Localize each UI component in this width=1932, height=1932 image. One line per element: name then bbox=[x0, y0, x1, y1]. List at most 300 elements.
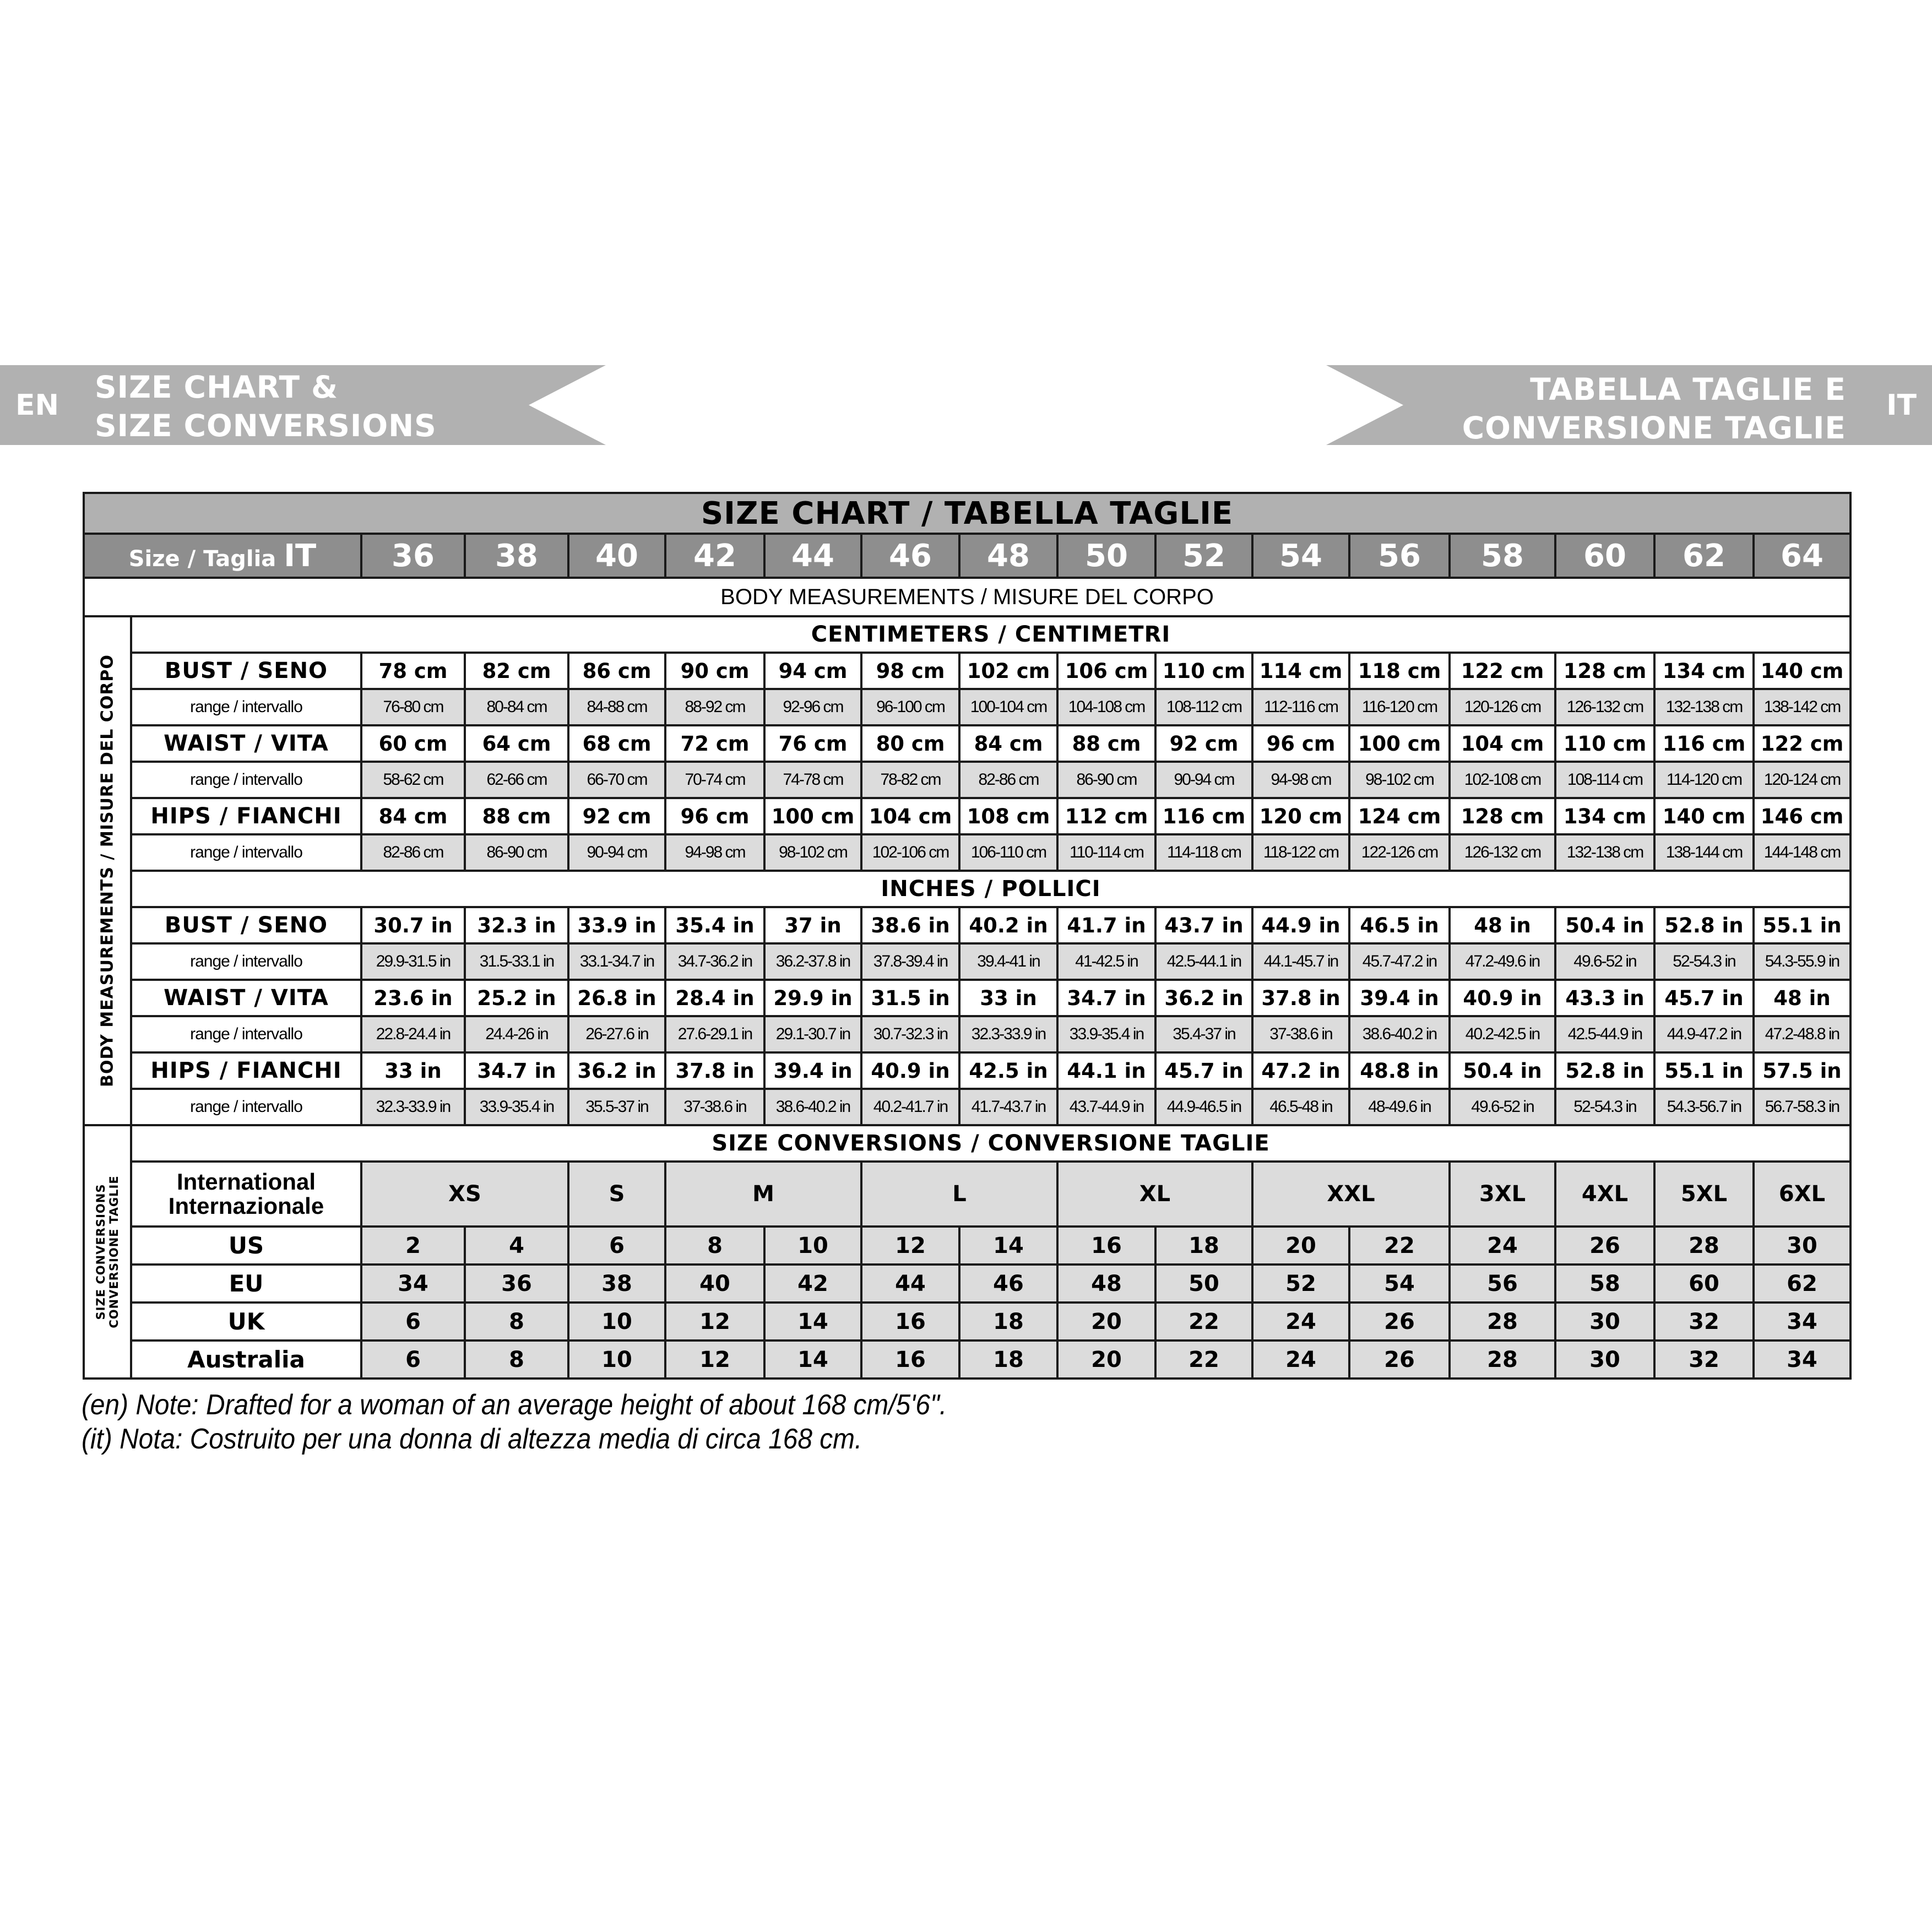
note-en: (en) Note: Drafted for a woman of an average height of about 168 cm/5'6". bbox=[82, 1389, 947, 1421]
conversion-value: 26 bbox=[1349, 1341, 1450, 1379]
range-value: 132-138 cm bbox=[1555, 834, 1654, 871]
conversion-value: 8 bbox=[665, 1227, 764, 1265]
measurement-value: 76 cm bbox=[764, 725, 861, 762]
size-header-cell: 56 bbox=[1349, 534, 1450, 578]
conversion-value: 56 bbox=[1450, 1265, 1555, 1303]
conversion-value: 4 bbox=[465, 1227, 568, 1265]
measurement-value: 25.2 in bbox=[465, 980, 568, 1016]
range-value: 32.3-33.9 in bbox=[361, 1089, 465, 1125]
measurement-value: 32.3 in bbox=[465, 907, 568, 943]
measurement-value: 92 cm bbox=[568, 798, 665, 834]
measurement-value: 122 cm bbox=[1754, 725, 1850, 762]
conversion-value: 18 bbox=[1155, 1227, 1252, 1265]
range-value: 48-49.6 in bbox=[1349, 1089, 1450, 1125]
measurement-label: HIPS / FIANCHI bbox=[131, 1052, 361, 1089]
range-value: 82-86 cm bbox=[361, 834, 465, 871]
measurement-value: 94 cm bbox=[764, 653, 861, 689]
range-value: 35.4-37 in bbox=[1155, 1016, 1252, 1052]
measurement-value: 106 cm bbox=[1057, 653, 1155, 689]
range-value: 54.3-55.9 in bbox=[1754, 943, 1850, 980]
measurement-value: 88 cm bbox=[465, 798, 568, 834]
size-chart-table bbox=[83, 492, 1852, 1380]
conversion-value: 30 bbox=[1555, 1341, 1654, 1379]
measurement-value: 140 cm bbox=[1754, 653, 1850, 689]
conversion-value: 60 bbox=[1654, 1265, 1754, 1303]
measurement-value: 122 cm bbox=[1450, 653, 1555, 689]
range-value: 78-82 cm bbox=[861, 762, 959, 798]
conversion-value: 20 bbox=[1057, 1303, 1155, 1341]
conversion-value: 38 bbox=[568, 1265, 665, 1303]
measurement-value: 23.6 in bbox=[361, 980, 465, 1016]
measurement-value: 68 cm bbox=[568, 725, 665, 762]
range-value: 24.4-26 in bbox=[465, 1016, 568, 1052]
conversion-value: 10 bbox=[568, 1303, 665, 1341]
range-value: 34.7-36.2 in bbox=[665, 943, 764, 980]
range-value: 90-94 cm bbox=[1155, 762, 1252, 798]
size-header-cell: 50 bbox=[1057, 534, 1155, 578]
conversion-value: 8 bbox=[465, 1303, 568, 1341]
conv-side-label-text bbox=[94, 1175, 121, 1328]
measurement-row bbox=[84, 907, 1850, 943]
body-side-label-text: BODY MEASUREMENTS / MISURE DEL CORPO bbox=[97, 654, 117, 1087]
measurement-value: 37 in bbox=[764, 907, 861, 943]
body-side-label bbox=[84, 616, 131, 1125]
range-value: 37-38.6 in bbox=[665, 1089, 764, 1125]
conversion-value: 16 bbox=[1057, 1227, 1155, 1265]
range-value: 47.2-49.6 in bbox=[1450, 943, 1555, 980]
measurement-value: 108 cm bbox=[959, 798, 1057, 834]
measurement-value: 140 cm bbox=[1654, 798, 1754, 834]
measurement-value: 100 cm bbox=[764, 798, 861, 834]
range-row bbox=[84, 1016, 1850, 1052]
measurement-value: 102 cm bbox=[959, 653, 1057, 689]
range-value: 114-118 cm bbox=[1155, 834, 1252, 871]
range-value: 66-70 cm bbox=[568, 762, 665, 798]
measurement-value: 116 cm bbox=[1654, 725, 1754, 762]
size-header-cell: 36 bbox=[361, 534, 465, 578]
range-value: 44.1-45.7 in bbox=[1252, 943, 1349, 980]
conversion-value: 34 bbox=[361, 1265, 465, 1303]
measurement-value: 31.5 in bbox=[861, 980, 959, 1016]
range-value: 58-62 cm bbox=[361, 762, 465, 798]
measurement-value: 96 cm bbox=[665, 798, 764, 834]
size-label bbox=[84, 534, 361, 578]
international-size: M bbox=[665, 1162, 861, 1227]
measurement-value: 40.9 in bbox=[1450, 980, 1555, 1016]
range-value: 42.5-44.1 in bbox=[1155, 943, 1252, 980]
measurement-label: HIPS / FIANCHI bbox=[131, 798, 361, 834]
range-value: 44.9-47.2 in bbox=[1654, 1016, 1754, 1052]
measurement-value: 88 cm bbox=[1057, 725, 1155, 762]
range-value: 29.1-30.7 in bbox=[764, 1016, 861, 1052]
conv-side-label bbox=[84, 1125, 131, 1379]
measurement-value: 43.7 in bbox=[1155, 907, 1252, 943]
conversion-value: 10 bbox=[568, 1341, 665, 1379]
measurement-value: 36.2 in bbox=[1155, 980, 1252, 1016]
banner-en-title bbox=[95, 368, 437, 445]
range-value: 98-102 cm bbox=[1349, 762, 1450, 798]
conv-side-line1: SIZE CONVERSIONS bbox=[94, 1184, 107, 1320]
conversion-value: 32 bbox=[1654, 1303, 1754, 1341]
conversion-value: 42 bbox=[764, 1265, 861, 1303]
measurement-value: 43.3 in bbox=[1555, 980, 1654, 1016]
conversion-label: EU bbox=[131, 1265, 361, 1303]
conversion-value: 24 bbox=[1450, 1227, 1555, 1265]
range-value: 36.2-37.8 in bbox=[764, 943, 861, 980]
range-value: 49.6-52 in bbox=[1450, 1089, 1555, 1125]
range-value: 76-80 cm bbox=[361, 689, 465, 725]
conv-side-line2: CONVERSIONE TAGLIE bbox=[107, 1175, 121, 1328]
conversion-value: 28 bbox=[1450, 1341, 1555, 1379]
conversion-value: 18 bbox=[959, 1303, 1057, 1341]
international-size: XL bbox=[1057, 1162, 1252, 1227]
conversion-value: 12 bbox=[665, 1303, 764, 1341]
conversion-value: 46 bbox=[959, 1265, 1057, 1303]
measurement-value: 36.2 in bbox=[568, 1052, 665, 1089]
measurement-value: 98 cm bbox=[861, 653, 959, 689]
conversion-row bbox=[84, 1303, 1850, 1341]
range-value: 33.1-34.7 in bbox=[568, 943, 665, 980]
lang-tag-en: EN bbox=[15, 389, 59, 422]
international-size: L bbox=[861, 1162, 1057, 1227]
range-value: 80-84 cm bbox=[465, 689, 568, 725]
measurement-value: 96 cm bbox=[1252, 725, 1349, 762]
size-header-cell: 62 bbox=[1654, 534, 1754, 578]
international-label-line1: International bbox=[176, 1169, 316, 1195]
measurement-value: 78 cm bbox=[361, 653, 465, 689]
note-it: (it) Nota: Costruito per una donna di altezza media di circa 168 cm. bbox=[82, 1423, 862, 1455]
range-value: 90-94 cm bbox=[568, 834, 665, 871]
conversion-value: 34 bbox=[1754, 1303, 1850, 1341]
size-header-cell: 46 bbox=[861, 534, 959, 578]
measurement-value: 128 cm bbox=[1555, 653, 1654, 689]
range-label: range / intervallo bbox=[131, 689, 361, 725]
cm-subheader: CENTIMETERS / CENTIMETRI bbox=[131, 616, 1850, 653]
measurement-value: 134 cm bbox=[1654, 653, 1754, 689]
in-subheader-row bbox=[84, 871, 1850, 907]
range-row bbox=[84, 943, 1850, 980]
measurement-value: 55.1 in bbox=[1654, 1052, 1754, 1089]
measurement-value: 84 cm bbox=[361, 798, 465, 834]
size-header-cell: 38 bbox=[465, 534, 568, 578]
range-value: 94-98 cm bbox=[665, 834, 764, 871]
range-value: 41-42.5 in bbox=[1057, 943, 1155, 980]
range-label: range / intervallo bbox=[131, 762, 361, 798]
measurement-value: 26.8 in bbox=[568, 980, 665, 1016]
measurement-value: 84 cm bbox=[959, 725, 1057, 762]
range-value: 138-144 cm bbox=[1654, 834, 1754, 871]
conversion-value: 36 bbox=[465, 1265, 568, 1303]
size-header-cell: 44 bbox=[764, 534, 861, 578]
range-label: range / intervallo bbox=[131, 1089, 361, 1125]
conversion-value: 30 bbox=[1754, 1227, 1850, 1265]
conversion-value: 18 bbox=[959, 1341, 1057, 1379]
range-value: 110-114 cm bbox=[1057, 834, 1155, 871]
range-value: 70-74 cm bbox=[665, 762, 764, 798]
range-value: 98-102 cm bbox=[764, 834, 861, 871]
measurement-value: 82 cm bbox=[465, 653, 568, 689]
range-value: 138-142 cm bbox=[1754, 689, 1850, 725]
measurement-value: 33 in bbox=[959, 980, 1057, 1016]
measurement-row bbox=[84, 798, 1850, 834]
range-value: 144-148 cm bbox=[1754, 834, 1850, 871]
conversion-value: 58 bbox=[1555, 1265, 1654, 1303]
measurement-value: 44.1 in bbox=[1057, 1052, 1155, 1089]
conversion-value: 32 bbox=[1654, 1341, 1754, 1379]
conversion-row bbox=[84, 1265, 1850, 1303]
range-value: 102-106 cm bbox=[861, 834, 959, 871]
banner-it-line1: TABELLA TAGLIE E bbox=[1530, 372, 1846, 407]
measurement-value: 45.7 in bbox=[1155, 1052, 1252, 1089]
cm-subheader-row bbox=[84, 616, 1850, 653]
range-value: 40.2-41.7 in bbox=[861, 1089, 959, 1125]
measurement-label: WAIST / VITA bbox=[131, 725, 361, 762]
range-value: 35.5-37 in bbox=[568, 1089, 665, 1125]
range-value: 86-90 cm bbox=[1057, 762, 1155, 798]
banner-en-line2: SIZE CONVERSIONS bbox=[95, 408, 437, 443]
conversion-row bbox=[84, 1227, 1850, 1265]
measurement-value: 47.2 in bbox=[1252, 1052, 1349, 1089]
conversion-label: Australia bbox=[131, 1341, 361, 1379]
measurement-value: 35.4 in bbox=[665, 907, 764, 943]
measurement-value: 45.7 in bbox=[1654, 980, 1754, 1016]
conversion-value: 10 bbox=[764, 1227, 861, 1265]
range-row bbox=[84, 762, 1850, 798]
conversion-value: 26 bbox=[1349, 1303, 1450, 1341]
measurement-label: BUST / SENO bbox=[131, 653, 361, 689]
measurement-value: 112 cm bbox=[1057, 798, 1155, 834]
range-value: 44.9-46.5 in bbox=[1155, 1089, 1252, 1125]
measurement-value: 40.9 in bbox=[861, 1052, 959, 1089]
measurement-value: 33.9 in bbox=[568, 907, 665, 943]
range-value: 30.7-32.3 in bbox=[861, 1016, 959, 1052]
range-value: 62-66 cm bbox=[465, 762, 568, 798]
measurement-value: 33 in bbox=[361, 1052, 465, 1089]
range-value: 122-126 cm bbox=[1349, 834, 1450, 871]
range-value: 82-86 cm bbox=[959, 762, 1057, 798]
conversion-row bbox=[84, 1341, 1850, 1379]
range-value: 32.3-33.9 in bbox=[959, 1016, 1057, 1052]
measurement-value: 28.4 in bbox=[665, 980, 764, 1016]
range-value: 37-38.6 in bbox=[1252, 1016, 1349, 1052]
range-value: 38.6-40.2 in bbox=[764, 1089, 861, 1125]
conv-subheader: SIZE CONVERSIONS / CONVERSIONE TAGLIE bbox=[131, 1125, 1850, 1162]
range-value: 92-96 cm bbox=[764, 689, 861, 725]
range-value: 86-90 cm bbox=[465, 834, 568, 871]
range-value: 126-132 cm bbox=[1450, 834, 1555, 871]
range-value: 29.9-31.5 in bbox=[361, 943, 465, 980]
range-label: range / intervallo bbox=[131, 1016, 361, 1052]
measurement-value: 92 cm bbox=[1155, 725, 1252, 762]
measurement-value: 104 cm bbox=[861, 798, 959, 834]
measurement-value: 120 cm bbox=[1252, 798, 1349, 834]
measurement-value: 80 cm bbox=[861, 725, 959, 762]
conversion-value: 28 bbox=[1450, 1303, 1555, 1341]
body-measurements-band bbox=[84, 578, 1850, 616]
conversion-value: 22 bbox=[1155, 1341, 1252, 1379]
measurement-value: 118 cm bbox=[1349, 653, 1450, 689]
measurement-row bbox=[84, 653, 1850, 689]
range-value: 126-132 cm bbox=[1555, 689, 1654, 725]
size-header-cell: 40 bbox=[568, 534, 665, 578]
conversion-value: 24 bbox=[1252, 1341, 1349, 1379]
measurement-value: 30.7 in bbox=[361, 907, 465, 943]
measurement-value: 52.8 in bbox=[1654, 907, 1754, 943]
range-value: 102-108 cm bbox=[1450, 762, 1555, 798]
conversion-value: 26 bbox=[1555, 1227, 1654, 1265]
conversion-value: 62 bbox=[1754, 1265, 1850, 1303]
measurement-value: 34.7 in bbox=[465, 1052, 568, 1089]
conversion-value: 28 bbox=[1654, 1227, 1754, 1265]
range-row bbox=[84, 834, 1850, 871]
measurement-label: WAIST / VITA bbox=[131, 980, 361, 1016]
measurement-value: 46.5 in bbox=[1349, 907, 1450, 943]
table-title: SIZE CHART / TABELLA TAGLIE bbox=[84, 493, 1850, 534]
measurement-value: 90 cm bbox=[665, 653, 764, 689]
measurement-value: 42.5 in bbox=[959, 1052, 1057, 1089]
international-size: XS bbox=[361, 1162, 568, 1227]
range-value: 38.6-40.2 in bbox=[1349, 1016, 1450, 1052]
measurement-value: 114 cm bbox=[1252, 653, 1349, 689]
measurement-value: 50.4 in bbox=[1450, 1052, 1555, 1089]
measurement-value: 134 cm bbox=[1555, 798, 1654, 834]
measurement-value: 41.7 in bbox=[1057, 907, 1155, 943]
range-value: 120-124 cm bbox=[1754, 762, 1850, 798]
range-value: 33.9-35.4 in bbox=[465, 1089, 568, 1125]
international-label bbox=[131, 1162, 361, 1227]
conversion-value: 22 bbox=[1155, 1303, 1252, 1341]
measurement-value: 29.9 in bbox=[764, 980, 861, 1016]
conversion-value: 12 bbox=[861, 1227, 959, 1265]
measurement-value: 55.1 in bbox=[1754, 907, 1850, 943]
in-subheader: INCHES / POLLICI bbox=[131, 871, 1850, 907]
conversion-value: 30 bbox=[1555, 1303, 1654, 1341]
range-value: 96-100 cm bbox=[861, 689, 959, 725]
range-value: 39.4-41 in bbox=[959, 943, 1057, 980]
international-size: 6XL bbox=[1754, 1162, 1850, 1227]
range-value: 31.5-33.1 in bbox=[465, 943, 568, 980]
measurement-value: 110 cm bbox=[1155, 653, 1252, 689]
measurement-value: 39.4 in bbox=[764, 1052, 861, 1089]
range-label: range / intervallo bbox=[131, 943, 361, 980]
range-value: 108-112 cm bbox=[1155, 689, 1252, 725]
range-value: 52-54.3 in bbox=[1555, 1089, 1654, 1125]
international-size: S bbox=[568, 1162, 665, 1227]
conversion-value: 44 bbox=[861, 1265, 959, 1303]
measurement-value: 34.7 in bbox=[1057, 980, 1155, 1016]
size-label-text: Size / Taglia bbox=[128, 546, 276, 572]
conversion-value: 50 bbox=[1155, 1265, 1252, 1303]
measurement-value: 48.8 in bbox=[1349, 1052, 1450, 1089]
range-value: 41.7-43.7 in bbox=[959, 1089, 1057, 1125]
conversion-value: 6 bbox=[361, 1303, 465, 1341]
size-header-cell: 60 bbox=[1555, 534, 1654, 578]
size-header-cell: 42 bbox=[665, 534, 764, 578]
range-value: 116-120 cm bbox=[1349, 689, 1450, 725]
international-row bbox=[84, 1162, 1850, 1227]
conversion-value: 20 bbox=[1057, 1341, 1155, 1379]
range-value: 118-122 cm bbox=[1252, 834, 1349, 871]
range-value: 40.2-42.5 in bbox=[1450, 1016, 1555, 1052]
range-value: 26-27.6 in bbox=[568, 1016, 665, 1052]
size-header-row bbox=[84, 534, 1850, 578]
measurement-value: 100 cm bbox=[1349, 725, 1450, 762]
range-value: 47.2-48.8 in bbox=[1754, 1016, 1850, 1052]
range-value: 54.3-56.7 in bbox=[1654, 1089, 1754, 1125]
range-value: 27.6-29.1 in bbox=[665, 1016, 764, 1052]
measurement-value: 44.9 in bbox=[1252, 907, 1349, 943]
conversion-value: 12 bbox=[665, 1341, 764, 1379]
conversion-value: 52 bbox=[1252, 1265, 1349, 1303]
conversion-value: 24 bbox=[1252, 1303, 1349, 1341]
banner-en-line1: SIZE CHART & bbox=[95, 370, 339, 405]
range-value: 56.7-58.3 in bbox=[1754, 1089, 1850, 1125]
measurement-value: 128 cm bbox=[1450, 798, 1555, 834]
range-value: 132-138 cm bbox=[1654, 689, 1754, 725]
lang-tag-it: IT bbox=[1886, 389, 1917, 422]
measurement-value: 37.8 in bbox=[665, 1052, 764, 1089]
measurement-value: 110 cm bbox=[1555, 725, 1654, 762]
measurement-value: 37.8 in bbox=[1252, 980, 1349, 1016]
measurement-value: 86 cm bbox=[568, 653, 665, 689]
range-value: 45.7-47.2 in bbox=[1349, 943, 1450, 980]
measurement-row bbox=[84, 725, 1850, 762]
conversion-value: 8 bbox=[465, 1341, 568, 1379]
conversion-value: 20 bbox=[1252, 1227, 1349, 1265]
size-header-cell: 58 bbox=[1450, 534, 1555, 578]
range-value: 33.9-35.4 in bbox=[1057, 1016, 1155, 1052]
international-size: XXL bbox=[1252, 1162, 1450, 1227]
measurement-value: 146 cm bbox=[1754, 798, 1850, 834]
international-size: 3XL bbox=[1450, 1162, 1555, 1227]
conversion-value: 34 bbox=[1754, 1341, 1850, 1379]
measurement-value: 60 cm bbox=[361, 725, 465, 762]
range-value: 43.7-44.9 in bbox=[1057, 1089, 1155, 1125]
range-value: 37.8-39.4 in bbox=[861, 943, 959, 980]
measurement-value: 48 in bbox=[1450, 907, 1555, 943]
range-value: 22.8-24.4 in bbox=[361, 1016, 465, 1052]
footnotes bbox=[82, 1388, 947, 1456]
table-title-row bbox=[84, 493, 1850, 534]
banner-it-title bbox=[1462, 370, 1846, 447]
range-value: 74-78 cm bbox=[764, 762, 861, 798]
range-label: range / intervallo bbox=[131, 834, 361, 871]
banner-it-line2: CONVERSIONE TAGLIE bbox=[1462, 410, 1846, 446]
measurement-value: 38.6 in bbox=[861, 907, 959, 943]
measurement-row bbox=[84, 980, 1850, 1016]
measurement-value: 52.8 in bbox=[1555, 1052, 1654, 1089]
size-header-cell: 48 bbox=[959, 534, 1057, 578]
range-value: 108-114 cm bbox=[1555, 762, 1654, 798]
conversion-value: 14 bbox=[959, 1227, 1057, 1265]
size-header-cell: 64 bbox=[1754, 534, 1850, 578]
range-value: 84-88 cm bbox=[568, 689, 665, 725]
measurement-value: 72 cm bbox=[665, 725, 764, 762]
measurement-value: 124 cm bbox=[1349, 798, 1450, 834]
range-value: 52-54.3 in bbox=[1654, 943, 1754, 980]
range-value: 94-98 cm bbox=[1252, 762, 1349, 798]
body-measurements-header: BODY MEASUREMENTS / MISURE DEL CORPO bbox=[84, 578, 1850, 616]
international-size: 4XL bbox=[1555, 1162, 1654, 1227]
conversion-value: 2 bbox=[361, 1227, 465, 1265]
conversion-value: 16 bbox=[861, 1341, 959, 1379]
conversion-label: US bbox=[131, 1227, 361, 1265]
range-row bbox=[84, 1089, 1850, 1125]
range-value: 104-108 cm bbox=[1057, 689, 1155, 725]
measurement-value: 48 in bbox=[1754, 980, 1850, 1016]
range-value: 112-116 cm bbox=[1252, 689, 1349, 725]
conversion-value: 14 bbox=[764, 1341, 861, 1379]
